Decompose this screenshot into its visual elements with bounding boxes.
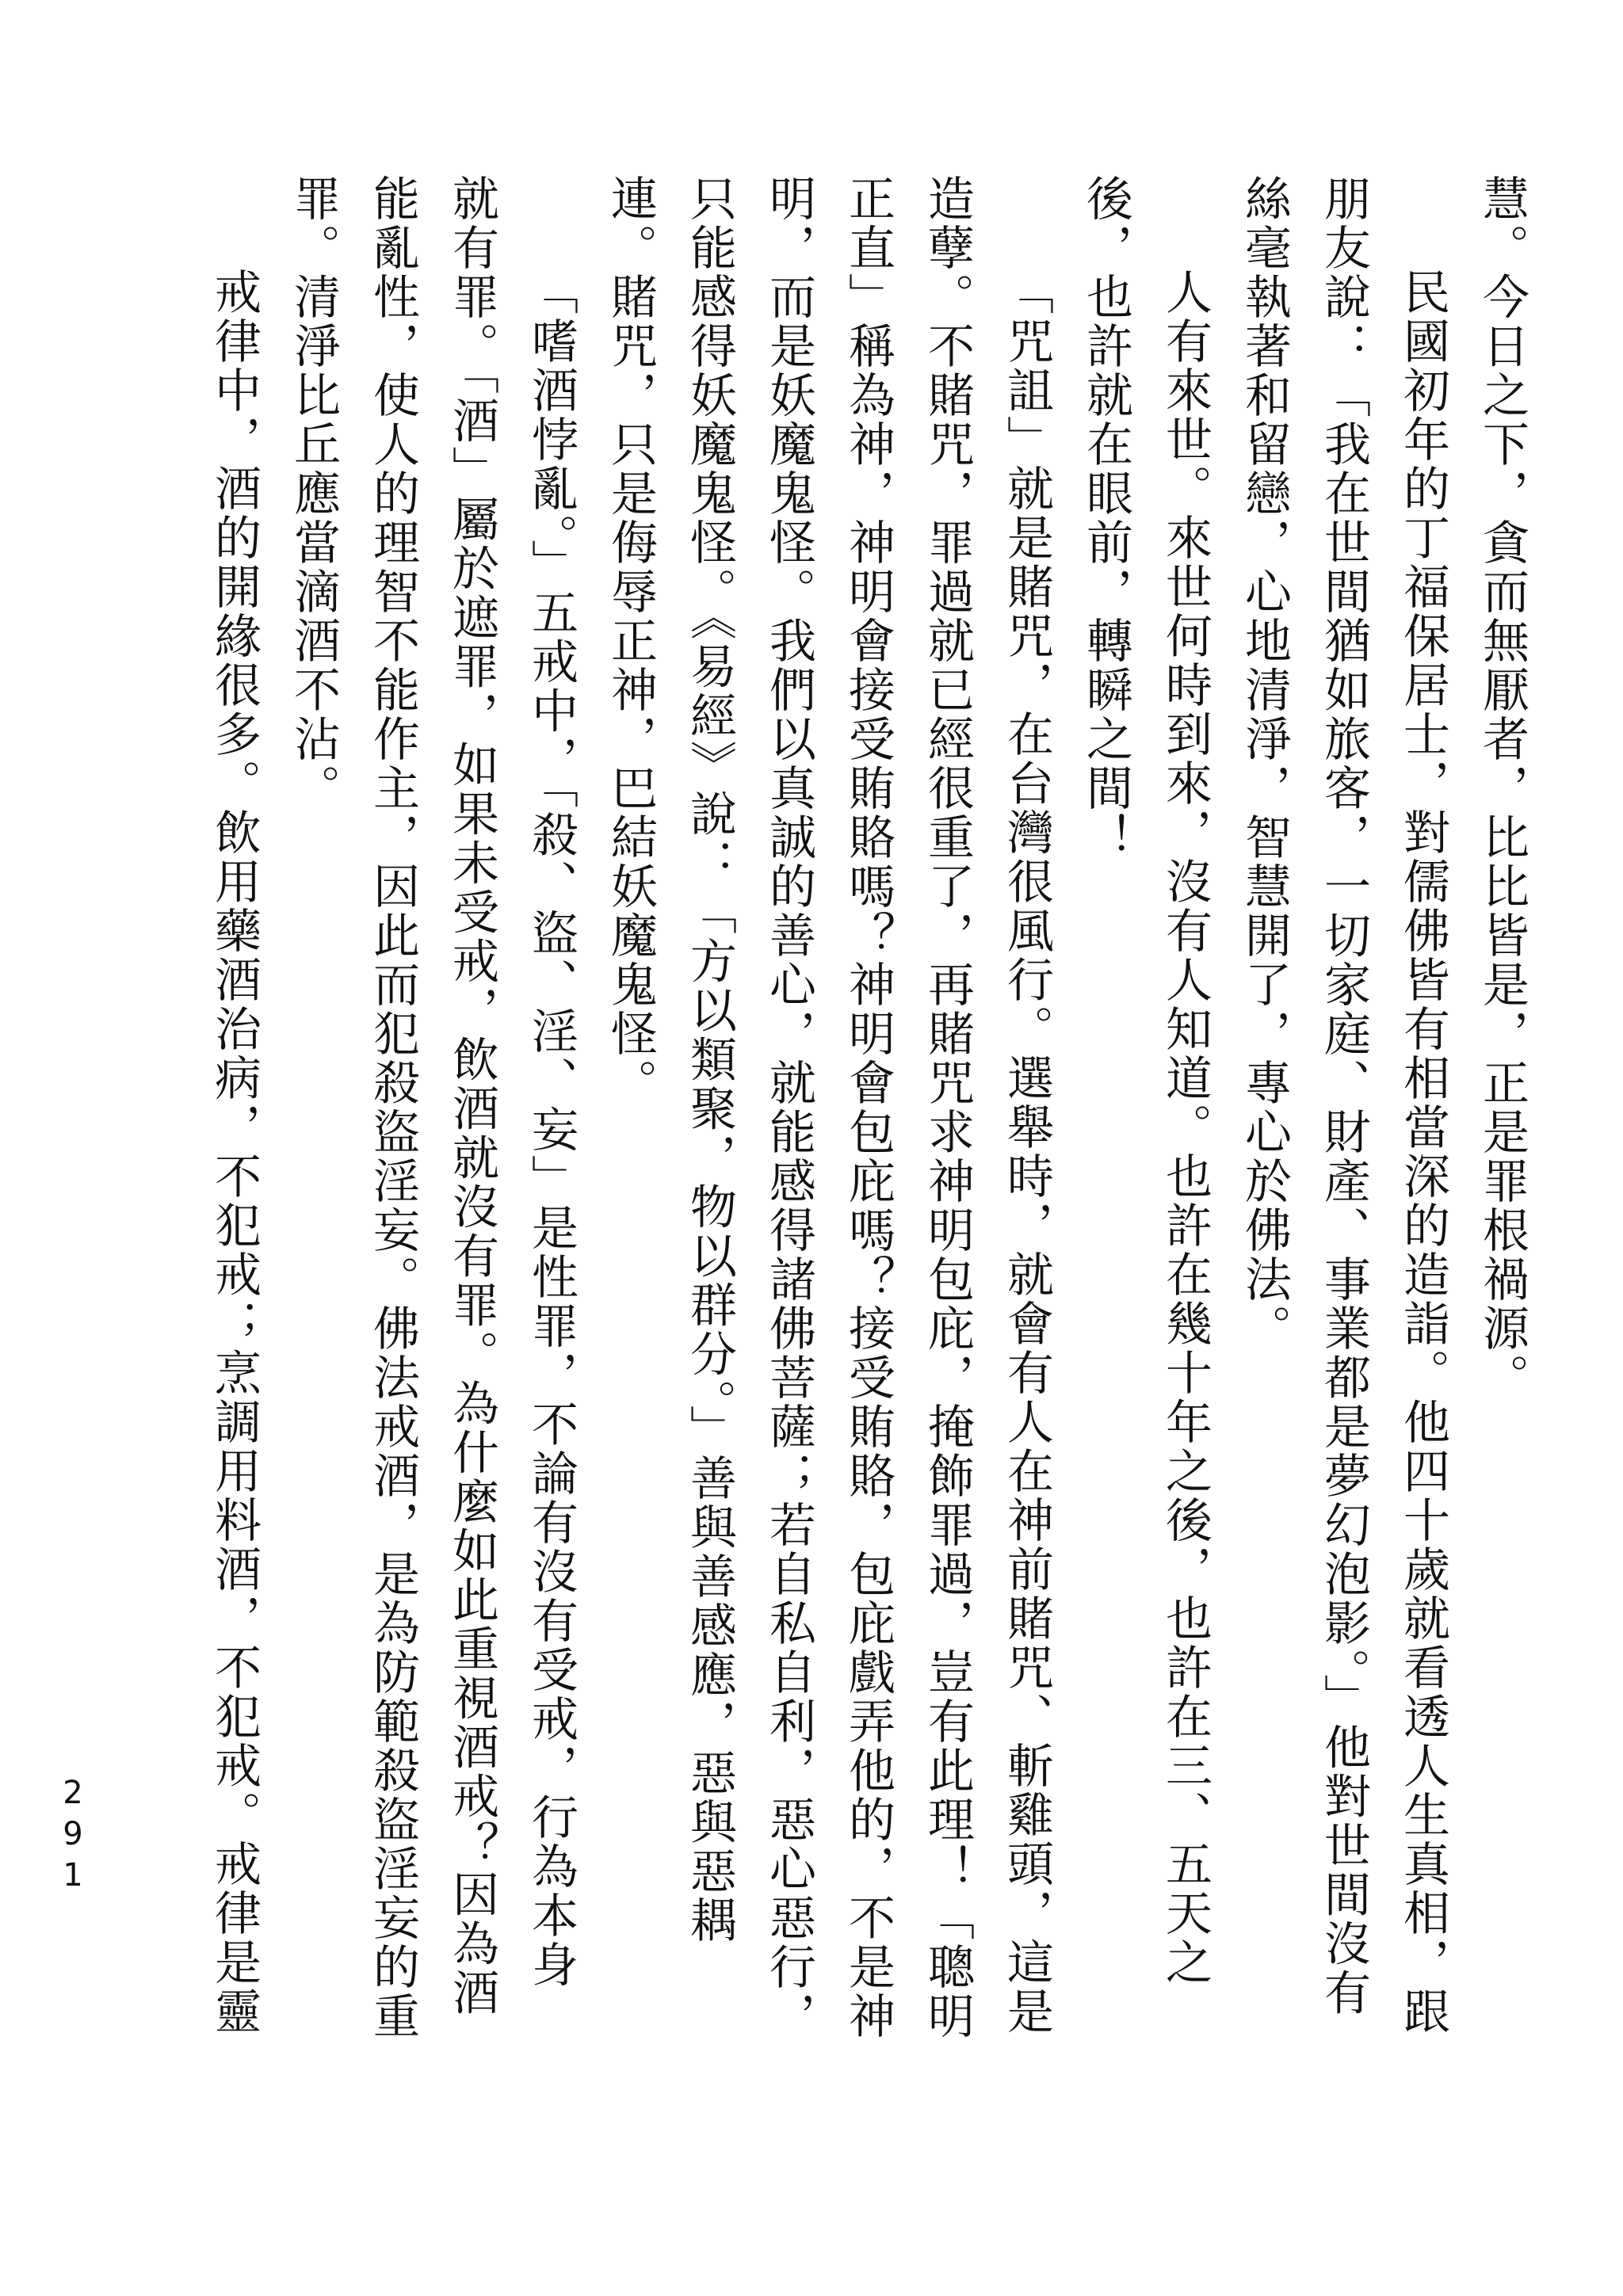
text-column-8: 造孽。不賭咒，罪過就已經很重了，再賭咒求神明包庇，掩飾罪過，豈有此理！「聰明 (920, 174, 975, 2041)
text-column-9: 正直」稱為神，神明會接受賄賂嗎？神明會包庇嗎？接受賄賂，包庇戲弄他的，不是神 (841, 174, 896, 2041)
text-column-12: 連。賭咒，只是侮辱正神，巴結妖魔鬼怪。 (603, 174, 658, 1108)
text-column-13: 「嗜酒悖亂。」五戒中，「殺、盜、淫、妄」是性罪，不論有沒有受戒，行為本身 (524, 268, 579, 1989)
text-column-1: 慧。今日之下，貪而無厭者，比比皆是，正是罪根禍源。 (1475, 174, 1529, 1402)
text-column-17: 戒律中，酒的開緣很多。飲用藥酒治病，不犯戒；烹調用料酒，不犯戒。戒律是靈 (207, 268, 262, 2036)
text-column-14: 就有罪。「酒」屬於遮罪，如果未受戒，飲酒就沒有罪。為什麼如此重視酒戒？因為酒 (445, 174, 499, 2018)
text-column-10: 明，而是妖魔鬼怪。我們以真誠的善心，就能感得諸佛菩薩；若自私自利，惡心惡行， (762, 174, 816, 2041)
text-column-3: 朋友說：「我在世間猶如旅客，一切家庭、財產、事業都是夢幻泡影。」他對世間沒有 (1316, 174, 1371, 2018)
text-column-4: 絲毫執著和留戀，心地清淨，智慧開了，專心於佛法。 (1237, 174, 1292, 1353)
text-column-16: 罪。清淨比丘應當滴酒不沾。 (286, 174, 341, 813)
text-column-11: 只能感得妖魔鬼怪。《易經》說：「方以類聚，物以群分。」善與善感應，惡與惡耦 (682, 174, 737, 1945)
text-column-2: 民國初年的丁福保居士，對儒佛皆有相當深的造詣。他四十歲就看透人生真相，跟 (1396, 268, 1450, 2036)
page-number: 291 (55, 1775, 91, 1898)
text-column-5: 人有來世。來世何時到來，沒有人知道。也許在幾十年之後，也許在三、五天之 (1158, 268, 1212, 1987)
text-column-7: 「咒詛」就是賭咒，在台灣很風行。選舉時，就會有人在神前賭咒、斬雞頭，這是 (999, 268, 1054, 2036)
text-column-6: 後，也許就在眼前，轉瞬之間！ (1079, 174, 1133, 862)
text-column-15: 能亂性，使人的理智不能作主，因此而犯殺盜淫妄。佛法戒酒，是為防範殺盜淫妄的重 (365, 174, 420, 2041)
